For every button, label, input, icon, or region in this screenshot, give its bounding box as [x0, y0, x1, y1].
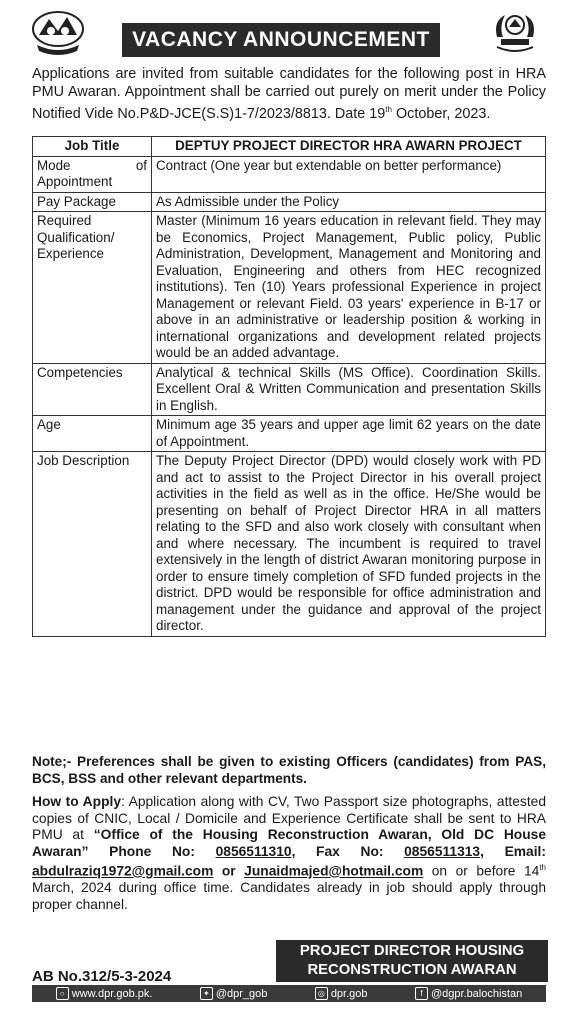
balochistan-emblem-icon — [485, 8, 545, 56]
twitter-icon: ✦ — [200, 987, 213, 1000]
preference-note: Note;- Preferences shall be given to existing Officers (candidates) from PAS, BCS, BSS and other relevant departments. — [32, 754, 546, 786]
footer-instagram[interactable]: ◎ dpr.gob — [315, 987, 368, 1000]
row-label: Age — [33, 416, 152, 452]
row-label: Mode of Appointment — [33, 156, 152, 192]
row-label: Required Qualification/ Experience — [33, 212, 152, 364]
row-value: Master (Minimum 16 years education in relevant field. They may be Economics, Project Management, Public policy, Public Administration, Development, Management and Monitoring and Evaluation, Engineering and others from HEC recognized institutions). Ten (10) Years professional Experience in project Management or relevant Field. 03 years' experience in B-17 or above in an administrative or leadership position & working in international organizations and development related projects would be an added advantage. — [152, 212, 546, 364]
job-title-value: DEPTUY PROJECT DIRECTOR HRA AWARN PROJECT — [152, 137, 546, 157]
row-value: The Deputy Project Director (DPD) would closely work with PD and act to assist to the Project Director in his overall project activities in the field as well as in the office. He/She would be presenting on behalf of Project Director HRA in all matters relating to the SFD and also work closely with consultant when and where necessary. The incumbent is required to travel extensively in the length of district Awaran monitoring purpose in order to ensure timely completion of SFD funded projects in the district. DPD would be responsible for office administration and management under the guidance and approval of the project director. — [152, 452, 546, 637]
table-row — [33, 192, 546, 212]
signature-line-2: RECONSTRUCTION AWARAN — [307, 962, 517, 978]
signature-line-1: PROJECT DIRECTOR HOUSING — [299, 943, 525, 959]
office-address: “Office of the Housing Reconstruction Awaran, Old DC House Awaran” — [32, 827, 546, 859]
header — [0, 0, 565, 66]
signature-box — [276, 940, 548, 982]
row-value: Analytical & technical Skills (MS Office). Coordination Skills. Excellent Oral & Written Communication and presentation Skills in English. — [152, 363, 546, 416]
footer-bar — [32, 985, 546, 1002]
footer-website[interactable]: ○ www.dpr.gob.pk. — [56, 987, 153, 1000]
ad-number: AB No.312/5-3-2024 — [32, 968, 172, 985]
footer-twitter[interactable]: ✦ @dpr_gob — [200, 987, 268, 1000]
row-label: Competencies — [33, 363, 152, 416]
table-header-row — [33, 137, 546, 157]
instagram-icon: ◎ — [315, 987, 328, 1000]
row-value: As Admissible under the Policy — [152, 192, 546, 212]
footer-facebook[interactable]: f @dgpr.balochistan — [415, 987, 522, 1000]
hra-logo-icon — [28, 8, 88, 56]
table-row — [33, 363, 546, 416]
intro-paragraph: Applications are invited from suitable candidates for the following post in HRA PMU Awaran. Appointment shall be carried out purely on merit under the Policy Notified Vide No.P&D-JCE(S.S)1-7/2023/8813. Date 19th October, 2023. — [32, 66, 546, 122]
job-title-label: Job Title — [33, 137, 152, 157]
how-to-apply: How to Apply: Application along with CV, Two Passport size photographs, attested copies of CNIC, Local / Domicile and Experience Certificate shall be sent to HRA PMU at “Office of the Housing Reconstruction Awaran, Old DC House Awaran” Phone No: 0856511310, Fax No: 0856511313, Email: abdulraziq1972@gmail.com or Junaidmajed@hotmail.com on or before 14th March, 2024 during office time. Candidates already in job should apply through proper channel. — [32, 794, 547, 912]
how-to-apply-label: How to Apply — [32, 794, 122, 809]
row-value: Minimum age 35 years and upper age limit 62 years on the date of Appointment. — [152, 416, 546, 452]
table-row — [33, 212, 546, 364]
phone-number: 0856511310, — [215, 843, 296, 859]
table-row — [33, 156, 546, 192]
globe-icon: ○ — [56, 987, 69, 1000]
table-row — [33, 416, 546, 452]
row-label: Pay Package — [33, 192, 152, 212]
fax-number: 0856511313, — [404, 843, 484, 859]
row-label: Job Description — [33, 452, 152, 637]
email-link-2[interactable]: Junaidmajed@hotmail.com — [244, 863, 424, 879]
row-value: Contract (One year but extendable on better performance) — [152, 156, 546, 192]
email-link-1[interactable]: abdulraziq1972@gmail.com — [32, 863, 214, 879]
table-row — [33, 452, 546, 637]
vacancy-table — [32, 136, 546, 637]
facebook-icon: f — [415, 987, 428, 1000]
page-title: VACANCY ANNOUNCEMENT — [122, 23, 440, 57]
